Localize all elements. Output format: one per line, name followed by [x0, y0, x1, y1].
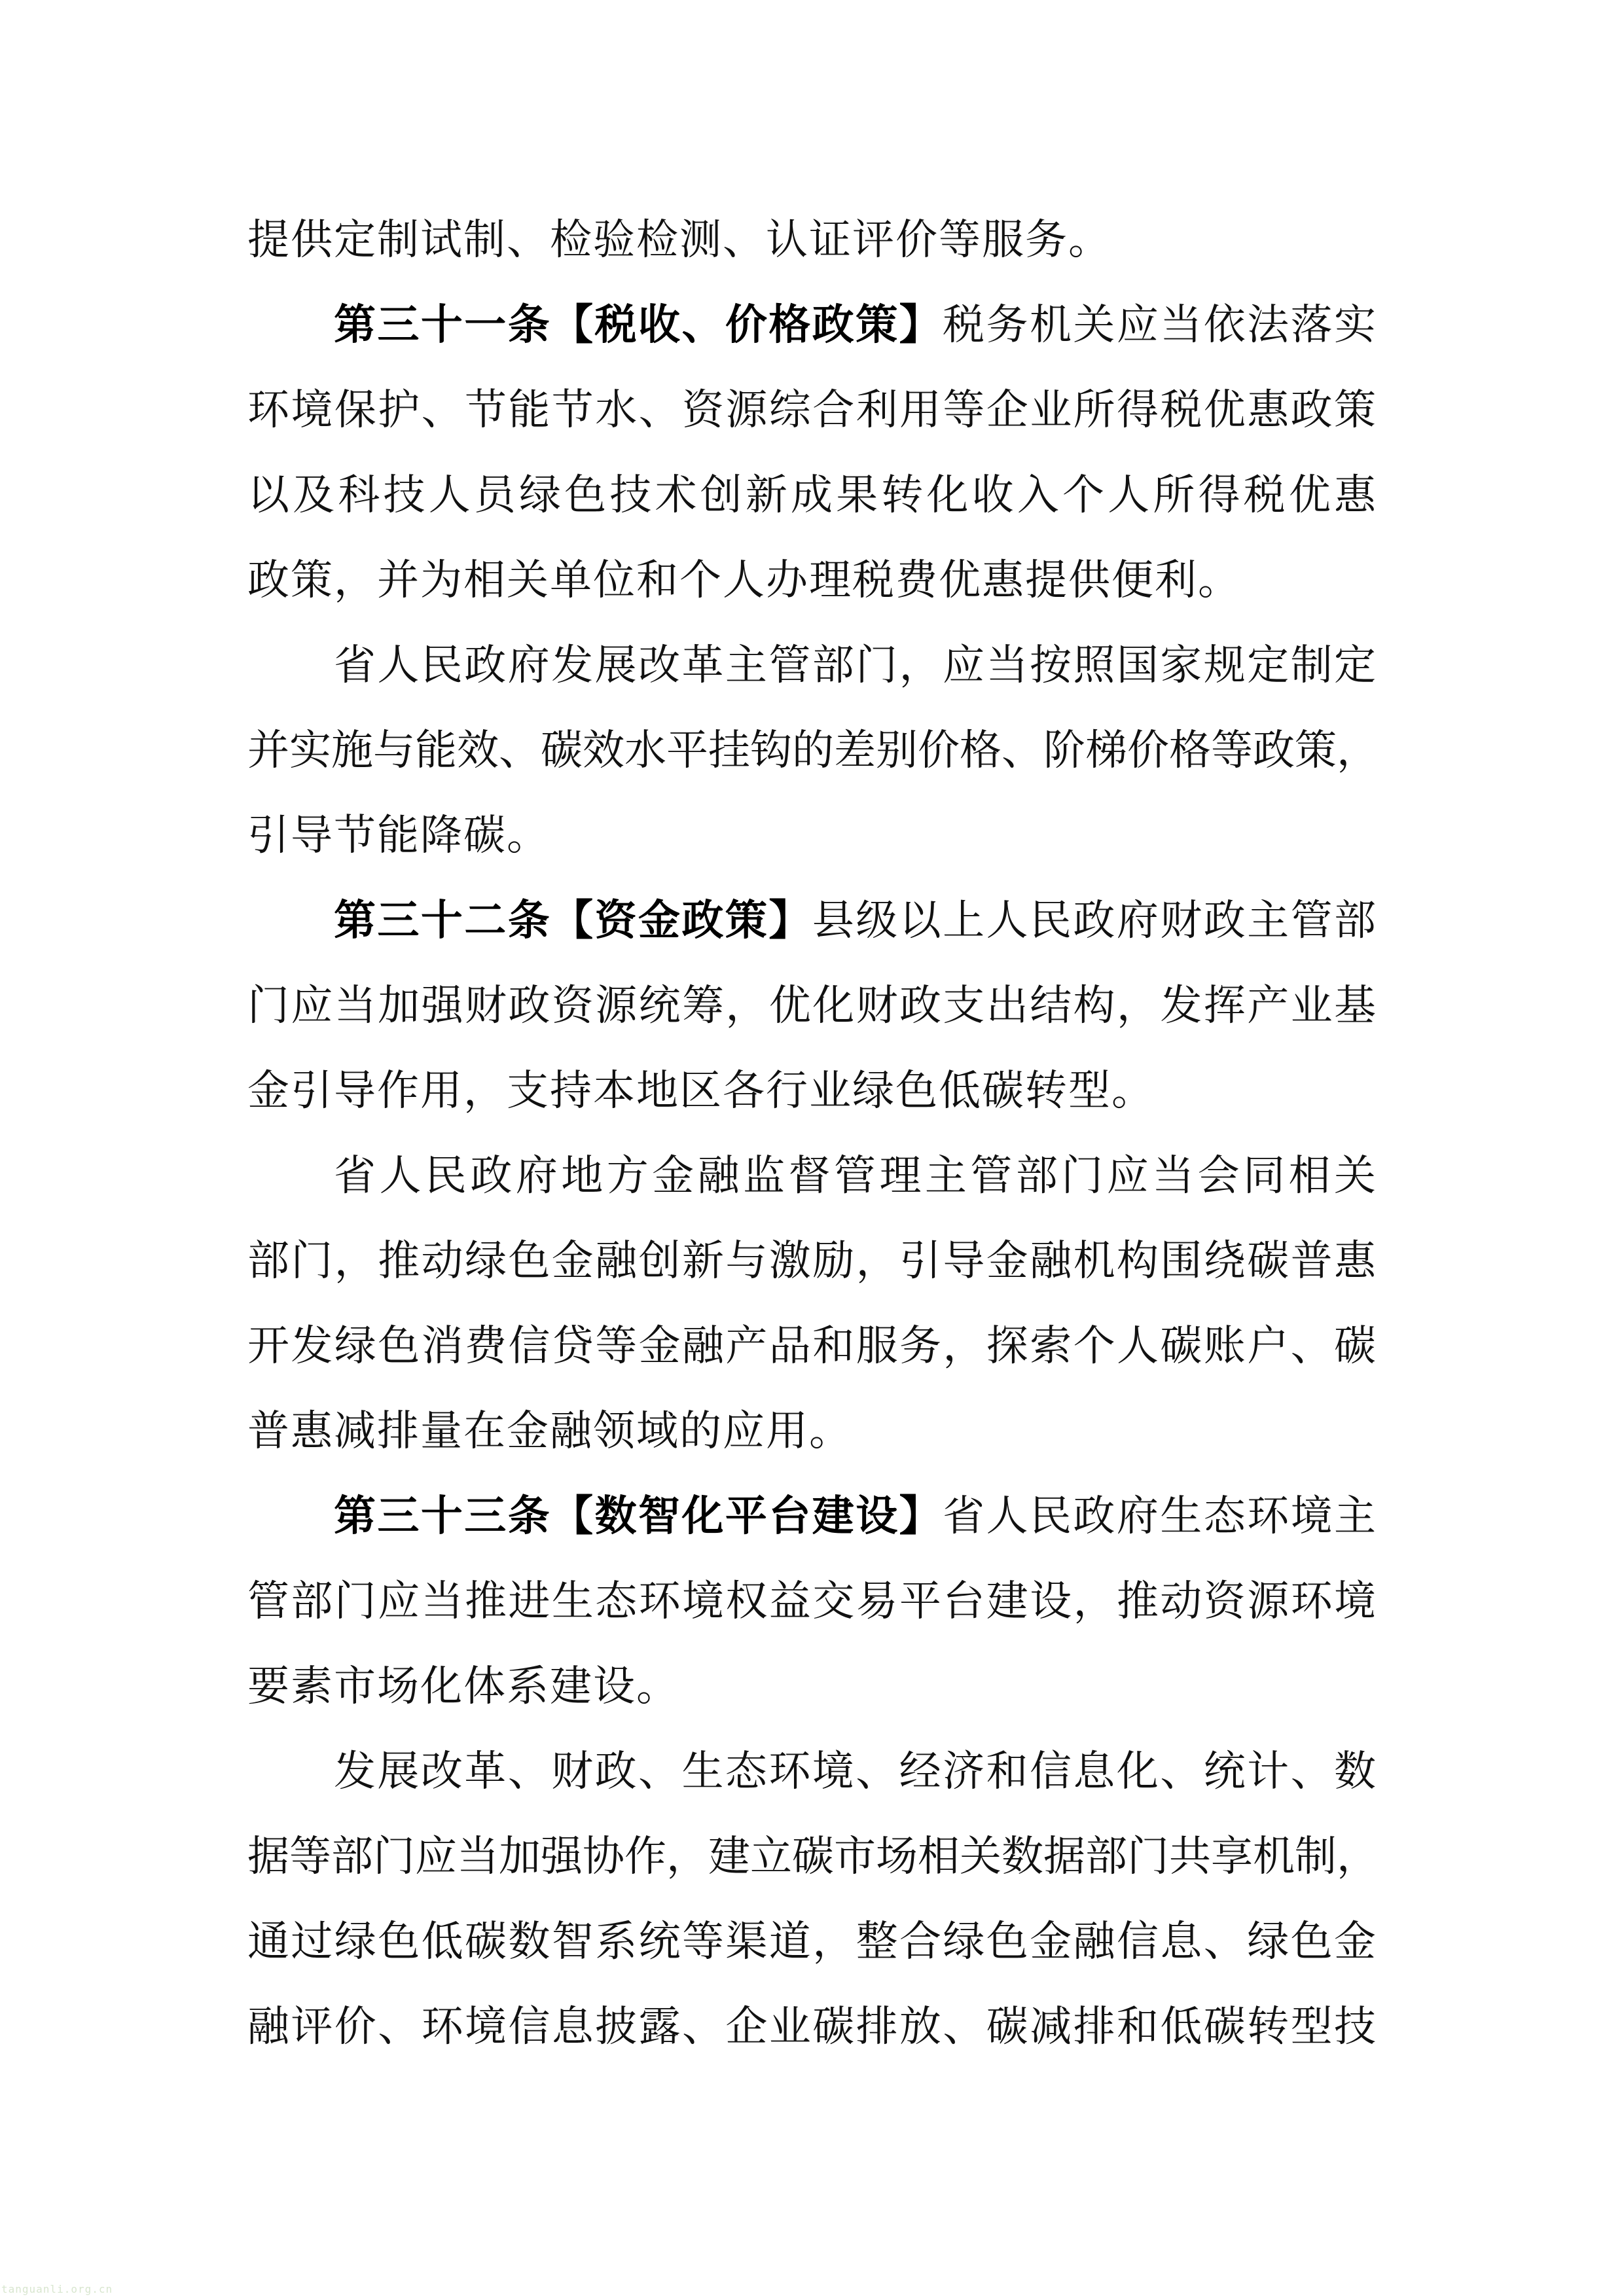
watermark-text: tanguanli.org.cn: [1, 2283, 113, 2295]
article-32-heading: 第三十二条【资金政策】: [334, 897, 812, 945]
paragraph-line: 引导节能降碳。: [247, 812, 550, 860]
article-31-first-line: [247, 283, 1376, 368]
paragraph-line: 据等部门应当加强协作，建立碳市场相关数据部门共享机制，: [247, 1833, 1379, 1881]
paragraph-line: 以及科技人员绿色技术创新成果转化收入个人所得税优惠: [247, 471, 1376, 520]
article-33-text: 省人民政府生态环境主: [943, 1492, 1377, 1541]
paragraph-line: 提供定制试制、检验检测、认证评价等服务。: [247, 216, 1111, 264]
document-body: [247, 198, 1379, 2070]
paragraph-line: 环境保护、节能节水、资源综合利用等企业所得税优惠政策: [247, 386, 1376, 435]
paragraph-line: 融评价、环境信息披露、企业碳排放、碳减排和低碳转型技: [247, 2003, 1376, 2051]
paragraph-line: 普惠减排量在金融领域的应用。: [247, 1407, 852, 1456]
article-31-heading: 第三十一条【税收、价格政策】: [334, 301, 943, 350]
paragraph-first-line: 省人民政府发展改革主管部门，应当按照国家规定制定: [334, 641, 1376, 690]
paragraph-line: 通过绿色低碳数智系统等渠道，整合绿色金融信息、绿色金: [247, 1918, 1376, 1966]
paragraph-line: 部门，推动绿色金融创新与激励，引导金融机构围绕碳普惠: [247, 1237, 1376, 1285]
paragraph-line: 门应当加强财政资源统筹，优化财政支出结构，发挥产业基: [247, 982, 1376, 1030]
paragraph-first-line: 发展改革、财政、生态环境、经济和信息化、统计、数: [334, 1748, 1376, 1796]
article-33-heading: 第三十三条【数智化平台建设】: [334, 1492, 943, 1541]
paragraph-line: 要素市场化体系建设。: [247, 1662, 679, 1711]
article-33-first-line: [247, 1474, 1376, 1559]
article-32-text: 县级以上人民政府财政主管部: [812, 897, 1376, 945]
paragraph-line: 开发绿色消费信贷等金融产品和服务，探索个人碳账户、碳: [247, 1322, 1376, 1371]
paragraph-line: 金引导作用，支持本地区各行业绿色低碳转型。: [247, 1067, 1155, 1115]
paragraph-line: 管部门应当推进生态环境权益交易平台建设，推动资源环境: [247, 1577, 1376, 1626]
article-31-text: 税务机关应当依法落实: [943, 301, 1377, 350]
paragraph-line: 政策，并为相关单位和个人办理税费优惠提供便利。: [247, 556, 1241, 605]
article-32-first-line: [247, 878, 1376, 963]
paragraph-first-line: 省人民政府地方金融监督管理主管部门应当会同相关: [334, 1152, 1376, 1200]
paragraph-line: 并实施与能效、碳效水平挂钩的差别价格、阶梯价格等政策，: [247, 726, 1379, 775]
